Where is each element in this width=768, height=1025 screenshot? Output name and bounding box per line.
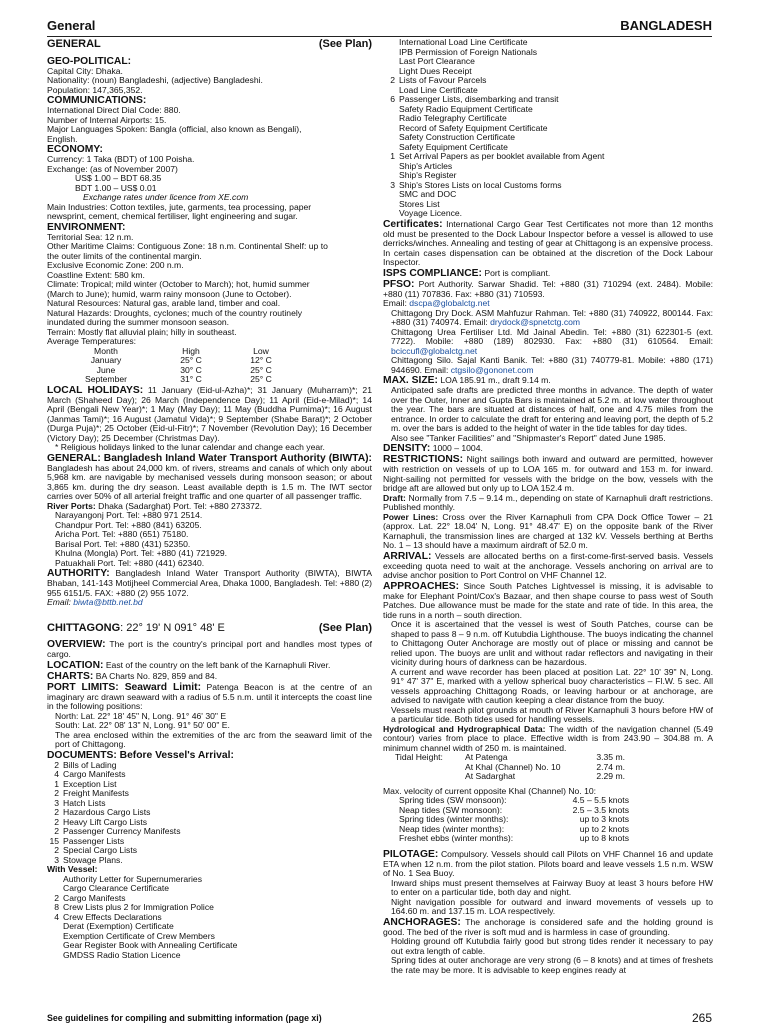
arrival-heading: ARRIVAL: bbox=[383, 550, 432, 562]
document-item bbox=[47, 884, 372, 894]
document-label: Ship's Articles bbox=[399, 161, 453, 171]
document-label: IPB Permission of Foreign Nationals bbox=[399, 47, 538, 57]
text-line: Other Maritime Claims: Contiguous Zone: 18 n.m. Continental Shelf: up to bbox=[47, 242, 328, 251]
text-line: Major Languages Spoken: Bangla (official, also known as Bengali), bbox=[47, 125, 302, 134]
geo-political-heading: GEO-POLITICAL: bbox=[47, 55, 132, 67]
drydock-email-link[interactable]: drydock@spnetctg.com bbox=[490, 317, 581, 327]
biwta-heading: GENERAL: Bangladesh Inland Water Transport Authority (BIWTA): bbox=[47, 452, 372, 464]
tidal-row bbox=[395, 772, 625, 782]
communications-heading: COMMUNICATIONS: bbox=[47, 95, 147, 106]
temperature-cell: 30° C bbox=[180, 364, 202, 375]
text-line: Currency: 1 Taka (BDT) of 100 Poisha. bbox=[47, 155, 195, 164]
tidal-value: 3.35 m. bbox=[596, 752, 625, 762]
temperature-cell: 25° C bbox=[250, 374, 272, 384]
river-port-item: Barisal Port. Tel: +880 (431) 52350. bbox=[55, 538, 191, 549]
temperature-cell: 25° C bbox=[180, 355, 202, 365]
document-item bbox=[47, 789, 372, 799]
document-label: Load Line Certificate bbox=[399, 85, 478, 95]
document-item bbox=[383, 67, 713, 77]
hydrological-heading: Hydrological and Hydrographical Data: bbox=[383, 723, 546, 734]
document-item bbox=[383, 38, 713, 48]
document-item bbox=[47, 941, 372, 951]
general-section-title: GENERAL (See Plan) bbox=[47, 38, 372, 50]
text-line: Nationality: (noun) Bangladeshi, (adjective) Bangladeshi. bbox=[47, 76, 263, 85]
document-item bbox=[47, 903, 372, 913]
document-label: Record of Safety Equipment Certificate bbox=[399, 123, 548, 133]
document-item bbox=[383, 162, 713, 172]
document-count: 6 bbox=[390, 95, 395, 104]
temperature-table bbox=[61, 347, 291, 385]
document-label: Lists of Favour Parcels bbox=[399, 76, 487, 85]
velocity-label: Spring tides (SW monsoon): bbox=[399, 795, 507, 805]
exchange-rate-1: US$ 1.00 – BDT 68.35 bbox=[75, 173, 162, 183]
document-label: Stowage Plans. bbox=[63, 855, 123, 865]
communications-lines bbox=[47, 106, 372, 144]
exchange-note: Exchange rates under licence from XE.com bbox=[83, 192, 249, 202]
river-port-item: Chandpur Port. Tel: +880 (841) 63205. bbox=[55, 519, 202, 530]
temperature-row bbox=[61, 375, 291, 385]
document-item bbox=[383, 133, 713, 143]
document-count: 2 bbox=[54, 827, 59, 836]
text-line: Population: 147,365,352. bbox=[47, 85, 143, 95]
velocity-table bbox=[399, 796, 629, 844]
document-label: Passenger Lists, disembarking and transit bbox=[399, 95, 559, 104]
river-ports-heading: River Ports: bbox=[47, 500, 96, 511]
document-label: Bills of Lading bbox=[63, 760, 117, 770]
left-column: GENERAL (See Plan) GEO-POLITICAL: Capital City: Dhaka. Nationality: (noun) Bangladeshi, (adjective) Bangladeshi. Population: 147,365,352. COMMUNICATIONS: International Direct Dial Code: 880. Number of Internal Airports: 15. Major Languages Spoken: Bangla (official, also known as Bengali), English. ECONOMY: Currency: 1 Taka (BDT) of 100 Poisha. Exchange: (as of November 2007) US$ 1.00 – BDT 68.35 BDT 1.00 – US$ 0.01 Exchange rates under licence from XE.com Main Industries: Cotton textiles, jute, garments, tea processing, paper newsprint, cement, chemical fertiliser, light engineering and sugar. ENVIRONMENT: Territorial Sea: 12 n.m. Other Maritime Claims: Contiguous Zone: 18 n.m. Continental Shelf: up to the outer limits of the continental margin. Exclusive Economic Zone: 200 n.m. Coastline Extent: 580 km. Climate: Tropical; mild winter (October to March); hot, humid summer (March to June); humid, warm rainy monsoon (June to October). Natural Resources: Natural gas, arable land, timber and coal. Natural Hazards: Droughts, cyclones; much of the country routinely inundated during the summer monsoon season. Terrain: Mostly flat alluvial plain; hilly in southeast. Average Temperatures: Month High Low January 25° C 12° C June 30° C 25° C September 31° C 25° C LOCAL HOLIDAYS: 11 January (Eid-ul-Azha)*; 31 January (Muharram)*; 21 March (Shaheed Day); 26 March (Independence Day); 11 April (Eid-e-Milad)*; 14 April (Bengali New Year)*; 1 May (May Day); 11 May (Buddha Purnima)*; 16 August (Janmas Tami)*; 16 August (Jamatul Vida)*; 9 September (Shabe Barat)*; 2 October (Durga Puja)*; 25 October (Eid-ul-Fitr)*; 7 November (Revolution Day); 16 December (Victory Day); 25 December (Christmas Day). * Religious holidays linked to the lunar calendar and change each year. GENERAL: Bangladesh Inland Water Transport Authority (BIWTA): Bangladesh has about 24,000 km. of rivers, streams and canals of which only about 5,968 km. are navigable by mechanised vessels during monsoon season; or about 3,865 km. during the dry season. Least available depth is 1.5 m. The IWT sector carries over 50% of all arterial freight traffic and one quarter of all passenger traffic. River Ports: Dhaka (Sadarghat) Port. Tel: +880 273372. Narayangonj Port. Tel: +880 971 2514. Chandpur Port. Tel: +880 (841) 63205. Aricha Port. Tel: +880 (651) 75180. Barisal Port. Tel: +880 (431) 52350. Khulna (Mongla) Port. Tel: +880 (41) 721929. Patuakhali Port. Tel: +880 (441) 62340. AUTHORITY: Bangladesh Inland Water Transport Authority (BIWTA), BIWTA Bhaban, 141-143 Motijheel Commercial Area, Dhaka 1000, Bangladesh. Tel: +880 (2) 955 6151/5. FAX: +880 (2) 955 1072. Email: biwta@bttb.net.bd CHITTAGONG: 22° 19' N 091° 48' E (See Plan) OVERVIEW: The port is the country's principal port and handles most types of cargo. LOCATION: East of the country on the left bank of the Karnaphuli River. CHARTS: BA Charts No. 829, 859 and 84. PORT LIMITS: Seaward Limit: Patenga Beacon is at the centre of an imaginary arc drawn seaward with a radius of 5.5 n.m. until it intercepts the coast line in the following positions: North: Lat. 22° 18' 45" N, Long. 91° 46' 30" E South: Lat. 22° 08' 13" N, Long. 91° 50' 00" E. The area enclosed within the extremities of the arc from the seaward limit of the port of Chittagong. DOCUMENTS: Before Vessel's Arrival: 2 Bills of Lading 4 Cargo Manifests 1 Exception List 2 Freight Manifests 3 Hatch Lists 2 Hazardous Cargo Lists 2 Heavy Lift Cargo Lists 2 Passenger Currency Manifests 15 Passenger Lists 2 Special Cargo Lists 3 Stowage Plans. With Vessel: Authority Letter for Supernumeraries Cargo Clearance Certificate 2 Cargo Manifests 8 Crew Lists plus 2 for Immigration Police 4 Crew Effects Declarations Derat (Exemption) Certificate Exemption Certificate of Crew Members Gear Register Book with Annealing Certificate GMDSS Radio Station Licence bbox=[47, 38, 373, 960]
river-port-item: Aricha Port. Tel: +880 (651) 75180. bbox=[55, 529, 189, 539]
document-label: Gear Register Book with Annealing Certificate bbox=[63, 941, 238, 950]
industries-lines bbox=[47, 203, 372, 222]
exchange-rate-2: BDT 1.00 – US$ 0.01 bbox=[75, 182, 157, 193]
documents-continued-list bbox=[383, 38, 713, 219]
temperature-cell: June bbox=[96, 364, 116, 375]
document-item bbox=[383, 95, 713, 105]
document-count: 2 bbox=[54, 808, 59, 817]
velocity-label: Spring tides (winter months): bbox=[399, 814, 509, 824]
document-count: 3 bbox=[54, 855, 59, 865]
text-line: Average Temperatures: bbox=[47, 337, 137, 346]
geo-political-lines bbox=[47, 67, 372, 96]
text-line: newsprint, cement, chemical fertiliser, light engineering and sugar. bbox=[47, 212, 298, 221]
document-label: Special Cargo Lists bbox=[63, 846, 138, 855]
tidal-label: Tidal Height: bbox=[395, 752, 443, 762]
tidal-height-table bbox=[395, 753, 625, 782]
text-line: Terrain: Mostly flat alluvial plain; hilly in southeast. bbox=[47, 327, 237, 337]
velocity-value: 2.5 – 3.5 knots bbox=[572, 804, 629, 815]
velocity-value: up to 2 knots bbox=[579, 823, 629, 834]
document-item bbox=[383, 200, 713, 210]
anchorages-heading: ANCHORAGES: bbox=[383, 916, 461, 928]
environment-lines bbox=[47, 233, 372, 347]
velocity-heading: Max. velocity of current opposite Khal (Channel) No. 10: bbox=[383, 785, 597, 796]
document-item bbox=[47, 818, 372, 828]
holidays-note: * Religious holidays linked to the lunar calendar and change each year. bbox=[55, 442, 325, 452]
overview-heading: OVERVIEW: bbox=[47, 639, 106, 650]
document-count: 8 bbox=[54, 903, 59, 912]
velocity-label: Neap tides (winter months): bbox=[399, 823, 505, 834]
document-label: Radio Telegraphy Certificate bbox=[399, 114, 507, 123]
silo-email-link[interactable]: ctgsilo@gononet.com bbox=[450, 364, 534, 375]
documents-before-arrival-list bbox=[47, 761, 372, 866]
authority-text: Bangladesh Inland Water Transport Authority (BIWTA), BIWTA Bhaban, 141-143 Motijheel Commercial Area, Dhaka 1000, Bangladesh. Tel: +880 (2) 955 6151/5. FAX: +880 (2) 955 1072. bbox=[47, 568, 373, 598]
document-label: Exemption Certificate of Crew Members bbox=[63, 931, 215, 941]
port-limits-heading: PORT LIMITS: Seaward Limit: bbox=[47, 681, 202, 693]
document-label: Cargo Manifests bbox=[63, 893, 126, 903]
text-line: International Direct Dial Code: 880. bbox=[47, 106, 181, 115]
text-line: Natural Resources: Natural gas, arable land, timber and coal. bbox=[47, 299, 281, 308]
restrictions-heading: RESTRICTIONS: bbox=[383, 454, 464, 465]
document-count: 3 bbox=[390, 180, 395, 190]
velocity-value: up to 3 knots bbox=[579, 814, 629, 824]
document-item bbox=[383, 48, 713, 58]
velocity-value: up to 8 knots bbox=[579, 833, 629, 843]
temperature-cell: High bbox=[182, 345, 200, 356]
fertiliser-email-link[interactable]: bciccufl@globalctg.net bbox=[391, 345, 478, 356]
draft-heading: Draft: bbox=[383, 492, 406, 503]
certificates-heading: Certificates: bbox=[383, 218, 443, 230]
document-count: 2 bbox=[54, 846, 59, 855]
pfso-email-link[interactable]: dscpa@globalctg.net bbox=[409, 298, 490, 308]
document-item bbox=[47, 780, 372, 790]
document-label: Passenger Lists bbox=[63, 836, 125, 846]
document-item bbox=[383, 190, 713, 200]
document-count: 2 bbox=[54, 817, 59, 827]
document-item bbox=[383, 209, 713, 219]
document-label: Derat (Exemption) Certificate bbox=[63, 922, 174, 931]
text-line: inundated during the summer monsoon season. bbox=[47, 318, 230, 327]
document-label: Authority Letter for Supernumeraries bbox=[63, 874, 202, 884]
document-item bbox=[47, 761, 372, 771]
document-label: Voyage Licence. bbox=[399, 209, 463, 218]
document-label: Heavy Lift Cargo Lists bbox=[63, 817, 148, 827]
text-line: Main Industries: Cotton textiles, jute, garments, tea processing, paper bbox=[47, 202, 312, 212]
document-item bbox=[383, 86, 713, 96]
document-item bbox=[47, 799, 372, 809]
document-item bbox=[47, 951, 372, 961]
document-label: Hazardous Cargo Lists bbox=[63, 808, 151, 817]
header-rule bbox=[47, 36, 712, 37]
text-line: (March to June); humid, warm rainy monsoon (June to October). bbox=[47, 289, 292, 299]
document-item bbox=[47, 827, 372, 837]
isps-heading: ISPS COMPLIANCE: bbox=[383, 267, 482, 279]
document-label: Cargo Clearance Certificate bbox=[63, 884, 170, 893]
authority-heading: AUTHORITY: bbox=[47, 568, 110, 579]
tidal-location: At Khal (Channel) No. 10 bbox=[465, 761, 561, 772]
document-count: 2 bbox=[54, 760, 59, 770]
document-label: Passenger Currency Manifests bbox=[63, 827, 181, 836]
environment-heading: ENVIRONMENT: bbox=[47, 221, 126, 233]
document-item bbox=[383, 105, 713, 115]
tidal-value: 2.29 m. bbox=[596, 771, 625, 781]
tidal-location: At Sadarghat bbox=[465, 771, 516, 781]
text-line: Natural Hazards: Droughts, cyclones; much of the country routinely bbox=[47, 308, 303, 318]
document-item bbox=[47, 846, 372, 856]
document-label: Ship's Register bbox=[399, 171, 457, 180]
temperature-cell: 25° C bbox=[250, 364, 272, 375]
river-port-item: Narayangonj Port. Tel: +880 971 2514. bbox=[55, 510, 203, 520]
document-item bbox=[47, 913, 372, 923]
page-number: 265 bbox=[691, 1011, 712, 1025]
document-item bbox=[47, 875, 372, 885]
document-count: 4 bbox=[54, 770, 59, 779]
economy-lines bbox=[47, 155, 372, 174]
document-label: Light Dues Receipt bbox=[399, 66, 472, 76]
document-count: 3 bbox=[54, 798, 59, 808]
document-count: 2 bbox=[54, 789, 59, 798]
document-label: Safety Equipment Certificate bbox=[399, 142, 508, 152]
text-line: Exchange: (as of November 2007) bbox=[47, 164, 178, 174]
river-ports-list bbox=[47, 511, 372, 568]
document-item bbox=[47, 770, 372, 780]
location-heading: LOCATION: bbox=[47, 659, 104, 671]
document-item bbox=[383, 171, 713, 181]
document-label: Last Port Clearance bbox=[399, 57, 475, 66]
text-line: the outer limits of the continental margin. bbox=[47, 251, 202, 261]
power-lines-heading: Power Lines: bbox=[383, 511, 439, 522]
temperature-cell: September bbox=[84, 374, 128, 384]
document-item bbox=[383, 124, 713, 134]
temperature-cell: 31° C bbox=[180, 374, 202, 384]
holidays-text: 11 January (Eid-ul-Azha)*; 31 January (Muharram)*; 21 March (Shaheed Day); 26 March (Independence Day); 11 April (Eid-e-Milad)*; 14 April (Bengali New Year)*; 1 May (May Day); 11 May (Buddha Purnima)*; 16 August (Janmas Tami)*; 16 August (Jamatul Vida)*; 9 September (Shabe Barat)*; 2 October (Durga Puja)*; 25 October (Eid-ul-Fitr)*; 7 November (Revolution Day); 16 December (Victory Day); 25 December (Christmas Day). bbox=[47, 384, 372, 443]
document-count: 1 bbox=[390, 152, 395, 161]
document-item bbox=[47, 922, 372, 932]
document-item bbox=[47, 932, 372, 942]
river-port-item: Patuakhali Port. Tel: +880 (441) 62340. bbox=[55, 557, 205, 568]
document-label: Safety Radio Equipment Certificate bbox=[399, 104, 533, 114]
text-line: Exclusive Economic Zone: 200 n.m. bbox=[47, 261, 184, 270]
document-label: GMDSS Radio Station Licence bbox=[63, 950, 181, 960]
chittagong-section-title: CHITTAGONG: 22° 19' N 091° 48' E (See Plan) bbox=[47, 621, 372, 634]
temperature-cell: January bbox=[90, 355, 122, 365]
document-label: Safety Construction Certificate bbox=[399, 133, 516, 142]
document-item bbox=[47, 837, 372, 847]
document-label: International Load Line Certificate bbox=[399, 38, 528, 47]
document-label: Freight Manifests bbox=[63, 789, 129, 798]
document-item bbox=[383, 143, 713, 153]
biwta-text: Bangladesh has about 24,000 km. of rivers, streams and canals of which only about 5,968 km. are navigable by mechanised vessels during monsoon season; or about 3,865 km. during the dry season. Least available depth is 1.5 m. The IWT sector carries over 50% of all arterial freight traffic and one quarter of all passenger traffic. bbox=[47, 462, 372, 501]
document-item bbox=[47, 894, 372, 904]
charts-heading: CHARTS: bbox=[47, 670, 94, 682]
tidal-location: At Patenga bbox=[465, 752, 508, 762]
tidal-label bbox=[395, 772, 465, 782]
text-line: Number of Internal Airports: 15. bbox=[47, 115, 167, 125]
temperature-cell: Month bbox=[94, 345, 118, 356]
document-label: Set Arrival Papers as per booklet available from Agent bbox=[399, 152, 605, 161]
document-count: 15 bbox=[49, 836, 59, 846]
text-line: Coastline Extent: 580 km. bbox=[47, 270, 145, 280]
velocity-label: Freshet ebbs (winter months): bbox=[399, 833, 514, 843]
max-size-heading: MAX. SIZE: bbox=[383, 375, 438, 386]
document-item bbox=[383, 57, 713, 67]
temperature-cell: 12° C bbox=[250, 355, 272, 365]
authority-email-link[interactable]: biwta@bttb.net.bd bbox=[73, 597, 143, 607]
velocity-row bbox=[399, 834, 629, 844]
pilotage-heading: PILOTAGE: bbox=[383, 848, 439, 860]
with-vessel-list bbox=[47, 875, 372, 961]
document-item bbox=[383, 152, 713, 162]
river-port-item: Khulna (Mongla) Port. Tel: +880 (41) 721929. bbox=[55, 548, 228, 558]
tidal-value: 2.74 m. bbox=[596, 761, 625, 772]
right-column: International Load Line Certificate IPB Permission of Foreign Nationals Last Port Clearance Light Dues Receipt 2 Lists of Favour Parcels Load Line Certificate 6 Passenger Lists, disembarking and transit Safety Radio Equipment Certificate Radio Telegraphy Certificate Record of Safety Equipment Certificate Safety Construction Certificate Safety Equipment Certificate 1 Set Arrival Papers as per booklet available from Agent Ship's Articles Ship's Register 3 Ship's Stores Lists on local Customs forms SMC and DOC Stores List Voyage Licence. Certificates: International Cargo Gear Test Certificates not more than 12 months old must be presented to the Dock Labour Inspector before a vessel is allowed to use derricks/winches. Annealing and testing of gear at Chittagong is an expensive process. In certain cases dispensation can be obtained at the discretion of the Dock Labour Inspector. ISPS COMPLIANCE: Port is compliant. PFSO: Port Authority. Sarwar Shadid. Tel: +880 (31) 710294 (ext. 2484). Mobile: +880 (11) 707836. Fax: +880 (31) 710593. Email: dscpa@globalctg.net Chittagong Dry Dock. ASM Mahfuzur Rahman. Tel: +880 (31) 740922, 800144. Fax: +880 (31) 740974. Email: drydock@spnetctg.com Chittagong Urea Fertiliser Ltd. Md Jainal Abedin. Tel: +880 (31) 622301-5 (ext. 7722). Mobile: +880 (189) 802930. Fax: +880 (31) 610564. Email: bciccufl@globalctg.net Chittagong Silo. Sajal Kanti Banik. Tel: +880 (31) 740779-81. Mobile: +880 (171) 944690. Email: ctgsilo@gononet.com MAX. SIZE: LOA 185.91 m., draft 9.14 m. Anticipated safe drafts are predicted three months in advance. The depth of water over the Outer, Inner and Gupta Bars is maintained at 5.2 m. at low water throughout the year. The bars are situated at distances of half, one and 4.75 miles from the entrance. In order to calculate the draft for entering and leaving port, the depth of 5.2 m. over the bars is added to the height of water in the tide tables for day tides. Also see "Tanker Facilities" and "Shipmaster's Report" dated June 1985. DENSITY: 1000 – 1004. RESTRICTIONS: Night sailings both inward and outward are permitted, however with restriction on vessels of up to LOA 165 m. for outward and 153 m. for inward. Night-sailing not permitted for vessels with the bridge on the bow, vessels with the bridge aft are allowed but only up to LOA 152.4 m. Draft: Normally from 7.5 – 9.14 m., depending on state of Karnaphuli draft restrictions. Published monthly. Power Lines: Cross over the River Karnaphuli from CPA Dock Office Tower – 21 (approx. Lat. 22° 18.04' N, Long. 91° 48.47' E) on the opposite bank of the River Karnaphuli, the transmission lines are charged at 132 kV. Vessels berthing at Berths No. 1 – 13 should have a maximum airdraft of 52.0 m. ARRIVAL: Vessels are allocated berths on a first-come-first-served basis. Vessels exceeding quota need to wait at the anchorage. Vessels anchoring on arrival are to advise anchor position to Port Control on VHF Channel 12. APPROACHES: Since South Patches Lightvessel is missing, it is advisable to make for Elephant Point/Cox's Bazaar, and then shape course to pass west of South Patches. Due allowance must be made for the state and rate of tide. In this area, the tide runs in a north – south direction. Once it is ascertained that the vessel is west of South Patches, course can be shaped to pass 8 – 9 n.m. off Kutubdia Lighthouse. The buoys indicating the channel to Chittagong Outer Anchorage are mostly out of place or missing and cannot be relied upon. The buoys are unlit and without radar reflectors and navigating in their vicinity during hours of darkness can be hazardous. A current and wave recorder has been placed at position Lat. 22° 10' 39" N, Long. 91° 47' 37" E, marked with a yellow spherical buoy characteristics – Fl.W. 5 sec. All vessels approaching Chittagong Roads, or leaving harbour or at anchorage, are advised to navigate with caution keeping a clear distance from the buoy. Vessels must reach pilot grounds at mouth of River Karnaphuli 3 hours before HW of a particular tide. Both tides used for handling vessels. Hydrological and Hydrographical Data: The width of the navigation channel (5.49 contour) varies from place to place. Effective width is from 243.90 – 304.88 m. A minimum channel width of 250 m. is maintained. Tidal Height: At Patenga 3.35 m. At Khal (Channel) No. 10 2.74 m. At Sadarghat 2.29 m. Max. velocity of current opposite Khal (Channel) No. 10: Spring tides (SW monsoon): 4.5 – 5.5 knots Neap tides (SW monsoon): 2.5 – 3.5 knots Spring tides (winter months): up to 3 knots Neap tides (winter months): up to 2 knots Freshet ebbs (winter months): up to 8 knots PILOTAGE: Compulsory. Vessels should call Pilots on VHF Channel 16 and update ETA when 12 n.m. from the pilot station. Pilots board and leave vessels 1.5 n.m. WSW of No. 1 Sea Buoy. Inward ships must present themselves at Fairway Buoy at least 3 hours before HW to enter on a particular tide, both day and night. Night navigation possible for outward and inward movements of vessels up to 164.60 m. and 137.15 m. LOA respectively. ANCHORAGES: The anchorage is considered safe and the holding ground is good. The bed of the river is soft mud and is harmless in case of grounding. Holding ground off Kutubdia fairly good but strong tides render it necessary to pay out extra length of cable. Spring tides at outer anchorage are very strong (6 – 8 knots) and at times of freshets the rate may be more. It is advisable to keep engines ready at bbox=[383, 38, 714, 975]
running-header-left: General bbox=[47, 18, 96, 33]
with-vessel-heading: With Vessel: bbox=[47, 864, 98, 874]
approaches-heading: APPROACHES: bbox=[383, 580, 460, 592]
footer-guidelines: See guidelines for compiling and submitting information (page xi) bbox=[47, 1013, 322, 1023]
document-label: Exception List bbox=[63, 779, 117, 789]
density-heading: DENSITY: bbox=[383, 443, 431, 454]
document-label: Hatch Lists bbox=[63, 798, 106, 808]
document-item bbox=[47, 808, 372, 818]
document-label: Cargo Manifests bbox=[63, 770, 126, 779]
document-item bbox=[383, 181, 713, 191]
document-label: Crew Lists plus 2 for Immigration Police bbox=[63, 903, 214, 912]
text-line: English. bbox=[47, 134, 78, 144]
document-label: Crew Effects Declarations bbox=[63, 912, 162, 922]
document-count: 2 bbox=[54, 893, 59, 903]
economy-heading: ECONOMY: bbox=[47, 144, 103, 155]
document-label: SMC and DOC bbox=[399, 190, 457, 199]
temperature-cell: Low bbox=[253, 345, 269, 356]
velocity-label: Neap tides (SW monsoon): bbox=[399, 804, 503, 815]
document-count: 1 bbox=[54, 779, 59, 789]
document-count: 4 bbox=[54, 912, 59, 922]
text-line: Territorial Sea: 12 n.m. bbox=[47, 232, 134, 242]
running-header-right: BANGLADESH bbox=[620, 18, 712, 33]
document-item bbox=[383, 76, 713, 86]
documents-heading: DOCUMENTS: Before Vessel's Arrival: bbox=[47, 749, 234, 761]
text-line: Capital City: Dhaka. bbox=[47, 66, 123, 76]
velocity-value: 4.5 – 5.5 knots bbox=[572, 795, 629, 805]
pfso-heading: PFSO: bbox=[383, 278, 415, 290]
document-label: Stores List bbox=[399, 199, 440, 209]
tidal-label bbox=[395, 763, 465, 773]
document-count: 2 bbox=[390, 76, 395, 85]
holidays-heading: LOCAL HOLIDAYS: bbox=[47, 384, 144, 396]
document-label: Ship's Stores Lists on local Customs forms bbox=[399, 180, 562, 190]
document-item bbox=[383, 114, 713, 124]
text-line: Climate: Tropical; mild winter (October to March); hot, humid summer bbox=[47, 280, 310, 289]
